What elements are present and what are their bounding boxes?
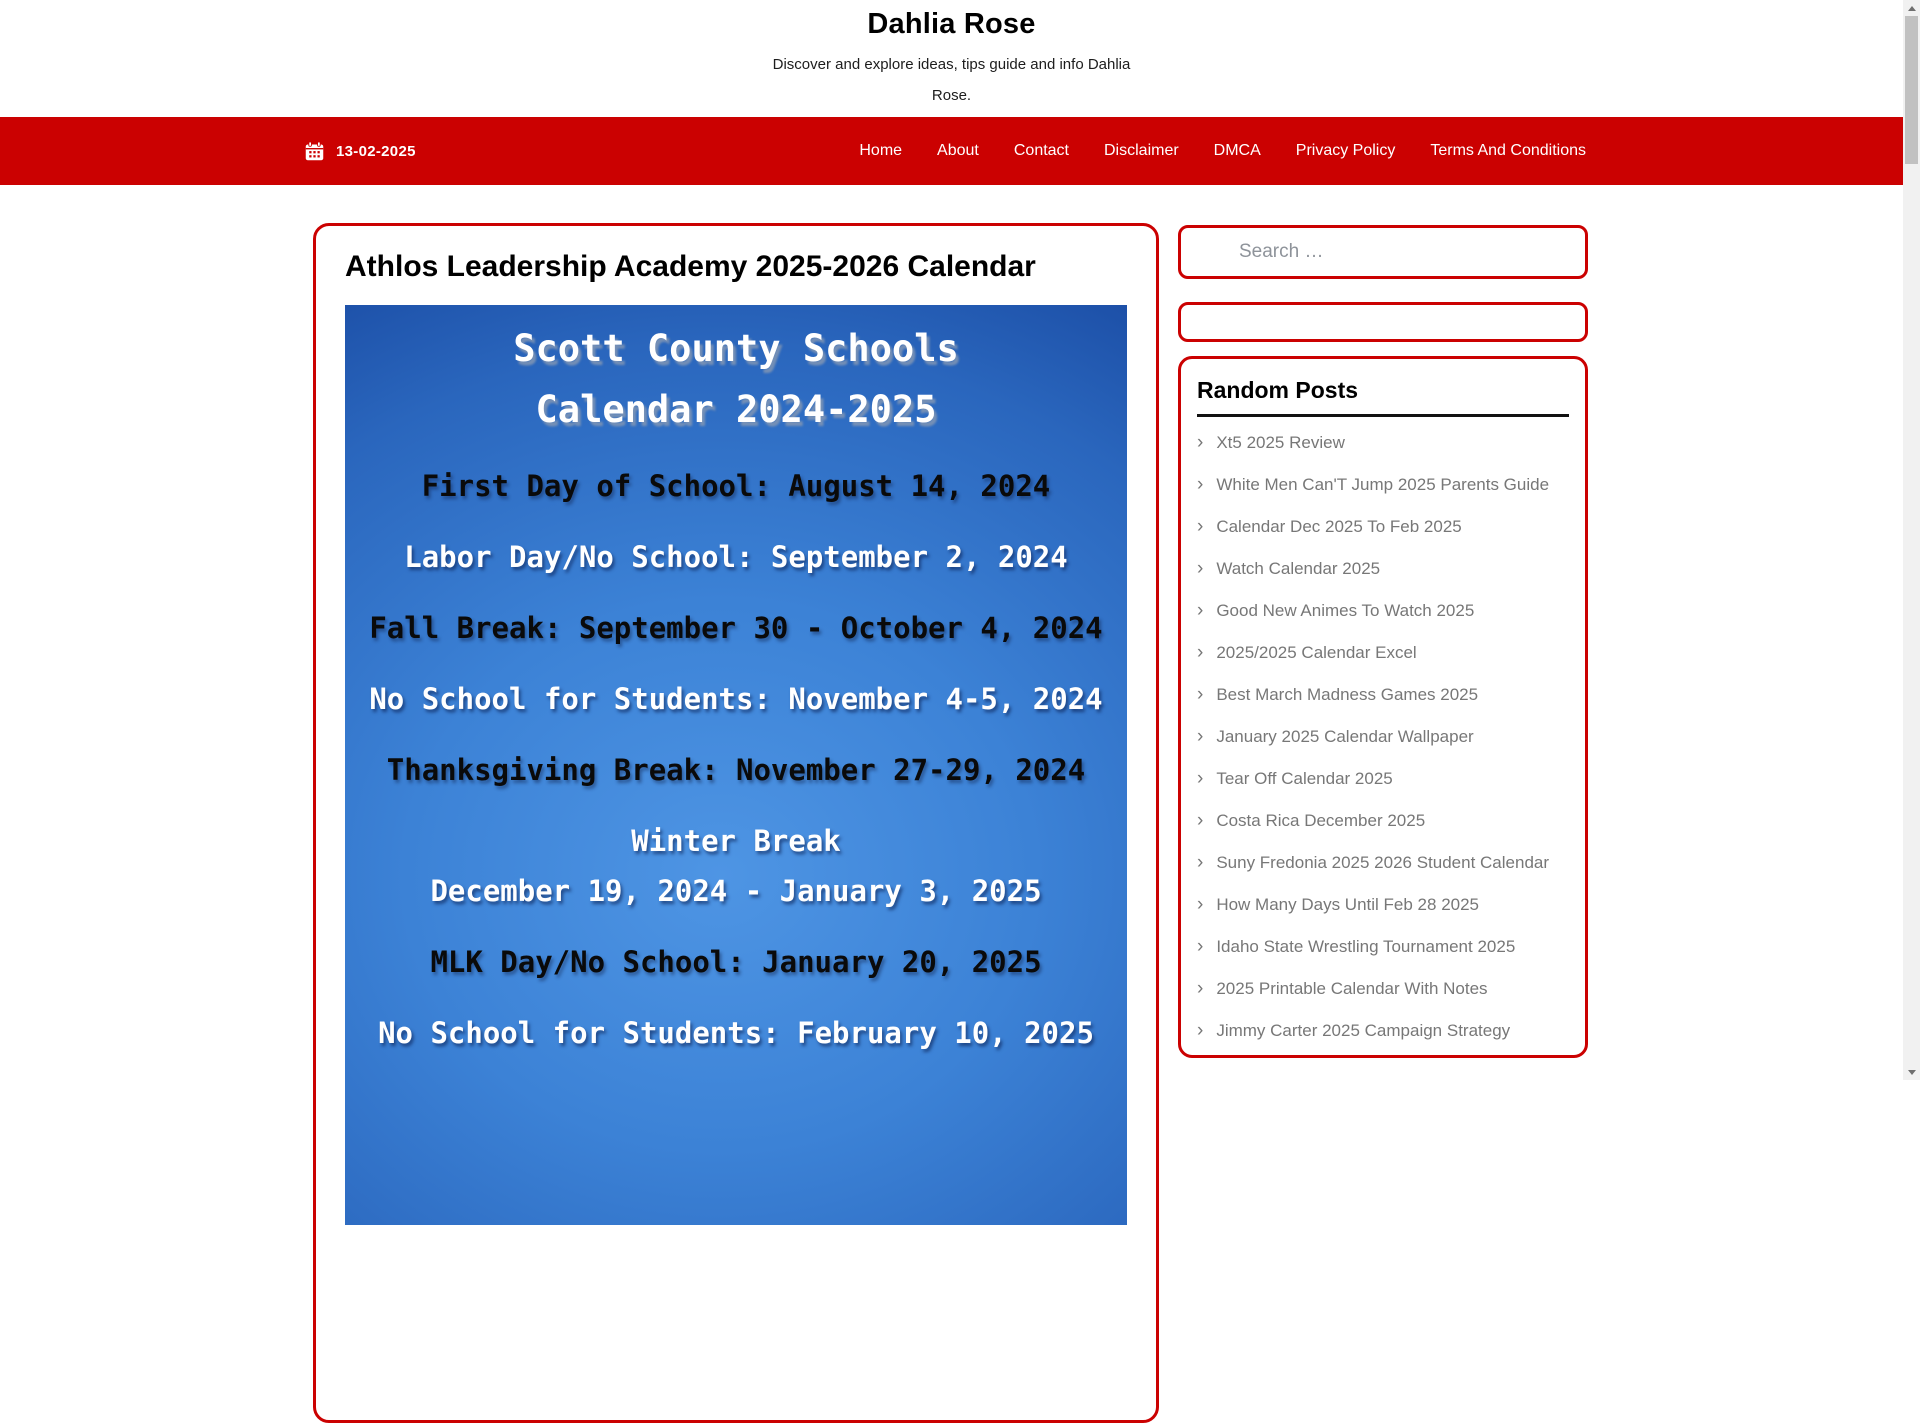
calendar-event-line: Thanksgiving Break: November 27-29, 2024 <box>386 753 1086 787</box>
random-post-item[interactable] <box>1197 842 1569 884</box>
random-post-item[interactable] <box>1197 968 1569 1010</box>
calendar-event-line: No School for Students: February 10, 2025 <box>378 1016 1094 1050</box>
random-post-item[interactable] <box>1197 422 1569 464</box>
calendar-event-line: Labor Day/No School: September 2, 2024 <box>404 540 1068 574</box>
calendar-event-line: MLK Day/No School: January 20, 2025 <box>430 945 1042 979</box>
random-post-link[interactable]: Tear Off Calendar 2025 <box>1216 769 1393 788</box>
random-post-link[interactable]: Idaho State Wrestling Tournament 2025 <box>1216 937 1516 956</box>
calendar-event-line: No School for Students: November 4-5, 2024 <box>369 682 1103 716</box>
chevron-right-icon: › <box>1197 767 1204 789</box>
chevron-right-icon: › <box>1197 431 1204 453</box>
post-title: Athlos Leadership Academy 2025-2026 Calendar <box>345 250 1036 283</box>
random-post-item[interactable] <box>1197 716 1569 758</box>
chevron-right-icon: › <box>1197 515 1204 537</box>
random-post-link[interactable]: Xt5 2025 Review <box>1216 433 1345 452</box>
site-title[interactable]: Dahlia Rose <box>867 8 1036 40</box>
random-post-link[interactable]: 2025/2025 Calendar Excel <box>1216 643 1417 662</box>
random-posts-widget <box>1178 356 1588 1058</box>
chevron-right-icon: › <box>1197 935 1204 957</box>
image-title-line1: Scott County Schools <box>513 327 959 370</box>
nav-date-label: 13-02-2025 <box>336 142 416 160</box>
random-post-item[interactable] <box>1197 926 1569 968</box>
calendar-event-line: Fall Break: September 30 - October 4, 2024 <box>369 611 1103 645</box>
random-post-item[interactable] <box>1197 674 1569 716</box>
empty-widget-box <box>1178 302 1588 342</box>
random-post-item[interactable] <box>1197 590 1569 632</box>
calendar-icon <box>304 141 325 162</box>
nav-item-about[interactable]: About <box>937 142 979 159</box>
random-post-link[interactable]: 2025 Printable Calendar With Notes <box>1216 979 1488 998</box>
chevron-right-icon: › <box>1197 725 1204 747</box>
random-post-item[interactable] <box>1197 632 1569 674</box>
image-title-line2: Calendar 2024-2025 <box>535 388 937 431</box>
random-post-item[interactable] <box>1197 464 1569 506</box>
nav-item-home[interactable]: Home <box>859 142 903 159</box>
calendar-event-line: First Day of School: August 14, 2024 <box>421 469 1051 503</box>
random-post-item[interactable] <box>1197 506 1569 548</box>
search-box <box>1178 225 1588 279</box>
random-post-link[interactable]: White Men Can'T Jump 2025 Parents Guide <box>1216 475 1550 494</box>
site-header <box>0 0 1903 117</box>
random-post-item[interactable] <box>1197 1010 1569 1052</box>
nav-date <box>304 117 416 185</box>
calendar-event-line: December 19, 2024 - January 3, 2025 <box>430 874 1042 908</box>
post-card <box>313 223 1159 1423</box>
scroll-down-icon <box>1908 1070 1916 1075</box>
random-post-link[interactable]: Jimmy Carter 2025 Campaign Strategy <box>1216 1021 1511 1040</box>
chevron-right-icon: › <box>1197 641 1204 663</box>
nav-item-terms-and-conditions[interactable]: Terms And Conditions <box>1430 142 1586 159</box>
scroll-down-button[interactable] <box>1903 1064 1920 1080</box>
scroll-up-button[interactable] <box>1903 0 1920 16</box>
random-post-link[interactable]: January 2025 Calendar Wallpaper <box>1216 727 1474 746</box>
calendar-event-line: Winter Break <box>631 824 841 858</box>
scrollbar-thumb[interactable] <box>1905 16 1918 164</box>
chevron-right-icon: › <box>1197 809 1204 831</box>
featured-image[interactable] <box>345 305 1127 1225</box>
nav-item-contact[interactable]: Contact <box>1013 142 1069 159</box>
random-post-link[interactable]: Best March Madness Games 2025 <box>1216 685 1479 704</box>
random-post-link[interactable]: Costa Rica December 2025 <box>1216 811 1426 830</box>
random-posts-heading: Random Posts <box>1197 377 1569 417</box>
random-post-item[interactable] <box>1197 758 1569 800</box>
random-post-link[interactable]: Watch Calendar 2025 <box>1216 559 1381 578</box>
main-navbar <box>0 117 1903 185</box>
random-posts-list <box>1197 422 1569 1052</box>
random-post-link[interactable]: How Many Days Until Feb 28 2025 <box>1216 895 1480 914</box>
chevron-right-icon: › <box>1197 851 1204 873</box>
chevron-right-icon: › <box>1197 683 1204 705</box>
random-post-item[interactable] <box>1197 884 1569 926</box>
chevron-right-icon: › <box>1197 599 1204 621</box>
search-input[interactable] <box>1178 225 1588 279</box>
random-post-link[interactable]: Good New Animes To Watch 2025 <box>1216 601 1475 620</box>
site-tagline: Discover and explore ideas, tips guide and info Dahlia Rose. <box>772 56 1131 104</box>
page-scrollbar[interactable] <box>1903 0 1920 1080</box>
nav-menu <box>859 117 1586 185</box>
chevron-right-icon: › <box>1197 473 1204 495</box>
random-post-item[interactable] <box>1197 548 1569 590</box>
chevron-right-icon: › <box>1197 557 1204 579</box>
random-post-item[interactable] <box>1197 800 1569 842</box>
chevron-right-icon: › <box>1197 1019 1204 1041</box>
chevron-right-icon: › <box>1197 977 1204 999</box>
scroll-up-icon <box>1908 6 1916 11</box>
nav-item-disclaimer[interactable]: Disclaimer <box>1104 142 1179 159</box>
nav-item-privacy-policy[interactable]: Privacy Policy <box>1295 142 1396 159</box>
random-post-link[interactable]: Suny Fredonia 2025 2026 Student Calendar <box>1216 853 1550 872</box>
chevron-right-icon: › <box>1197 893 1204 915</box>
random-post-link[interactable]: Calendar Dec 2025 To Feb 2025 <box>1216 517 1462 536</box>
nav-item-dmca[interactable]: DMCA <box>1213 142 1261 159</box>
